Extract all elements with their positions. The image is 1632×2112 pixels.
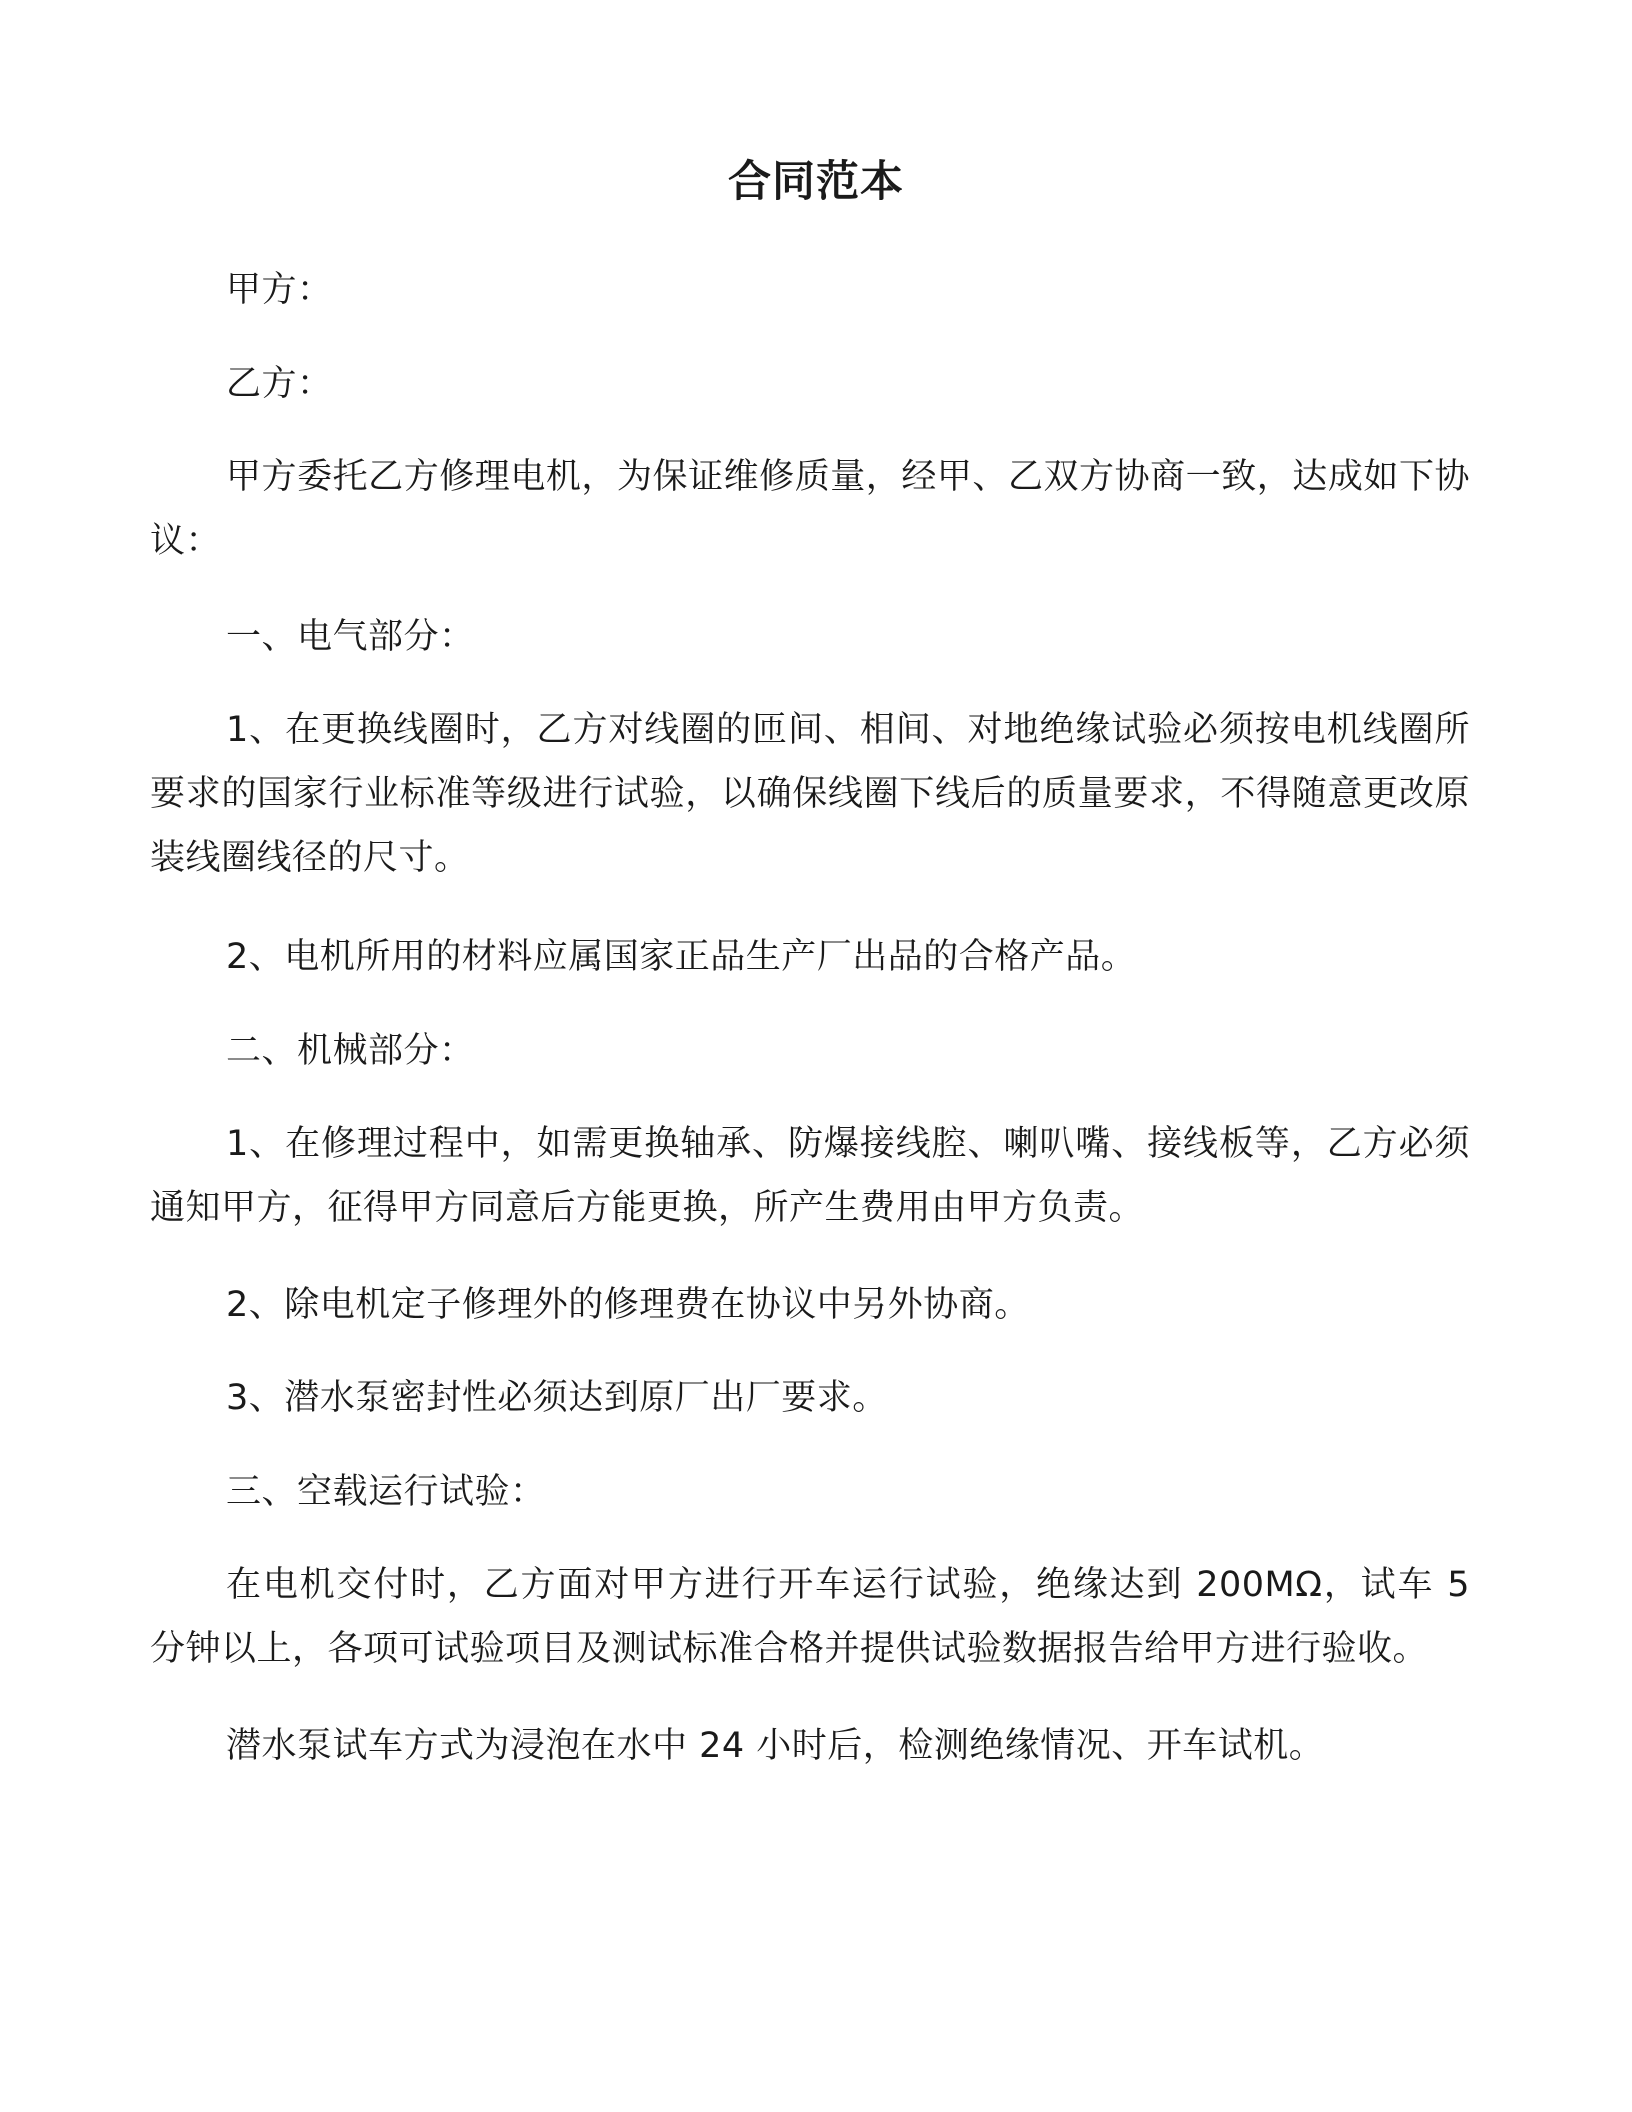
mechanical-item-1: 1、在修理过程中，如需更换轴承、防爆接线腔、喇叭嘴、接线板等，乙方必须通知甲方，征得甲方同意后方能更换，所产生费用由甲方负责。 [150, 1124, 1470, 1228]
mechanical-item-2: 2、除电机定子修理外的修理费在协议中另外协商。 [226, 1285, 1030, 1325]
intro-paragraph: 甲方委托乙方修理电机，为保证维修质量，经甲、乙双方协商一致，达成如下协议： [150, 457, 1470, 561]
no-load-test-paragraph-1: 在电机交付时，乙方面对甲方进行开车运行试验，绝缘达到 200MΩ，试车 5 分钟以上，各项可试验项目及测试标准合格并提供试验数据报告给甲方进行验收。 [150, 1565, 1470, 1669]
mechanical-item-3: 3、潜水泵密封性必须达到原厂出厂要求。 [226, 1378, 888, 1418]
party-a-label: 甲方： [226, 270, 333, 310]
document-title: 合同范本 [728, 157, 904, 207]
section-mechanical-heading: 二、机械部分： [226, 1031, 475, 1071]
no-load-test-paragraph-2: 潜水泵试车方式为浸泡在水中 24 小时后，检测绝缘情况、开车试机。 [226, 1726, 1325, 1766]
electrical-item-1: 1、在更换线圈时，乙方对线圈的匝间、相间、对地绝缘试验必须按电机线圈所要求的国家行业标准等级进行试验，以确保线圈下线后的质量要求，不得随意更改原装线圈线径的尺寸。 [150, 710, 1470, 878]
section-electrical-heading: 一、电气部分： [226, 617, 475, 657]
section-no-load-test-heading: 三、空载运行试验： [226, 1472, 546, 1512]
electrical-item-2: 2、电机所用的材料应属国家正品生产厂出品的合格产品。 [226, 937, 1137, 977]
party-b-label: 乙方： [226, 364, 333, 404]
